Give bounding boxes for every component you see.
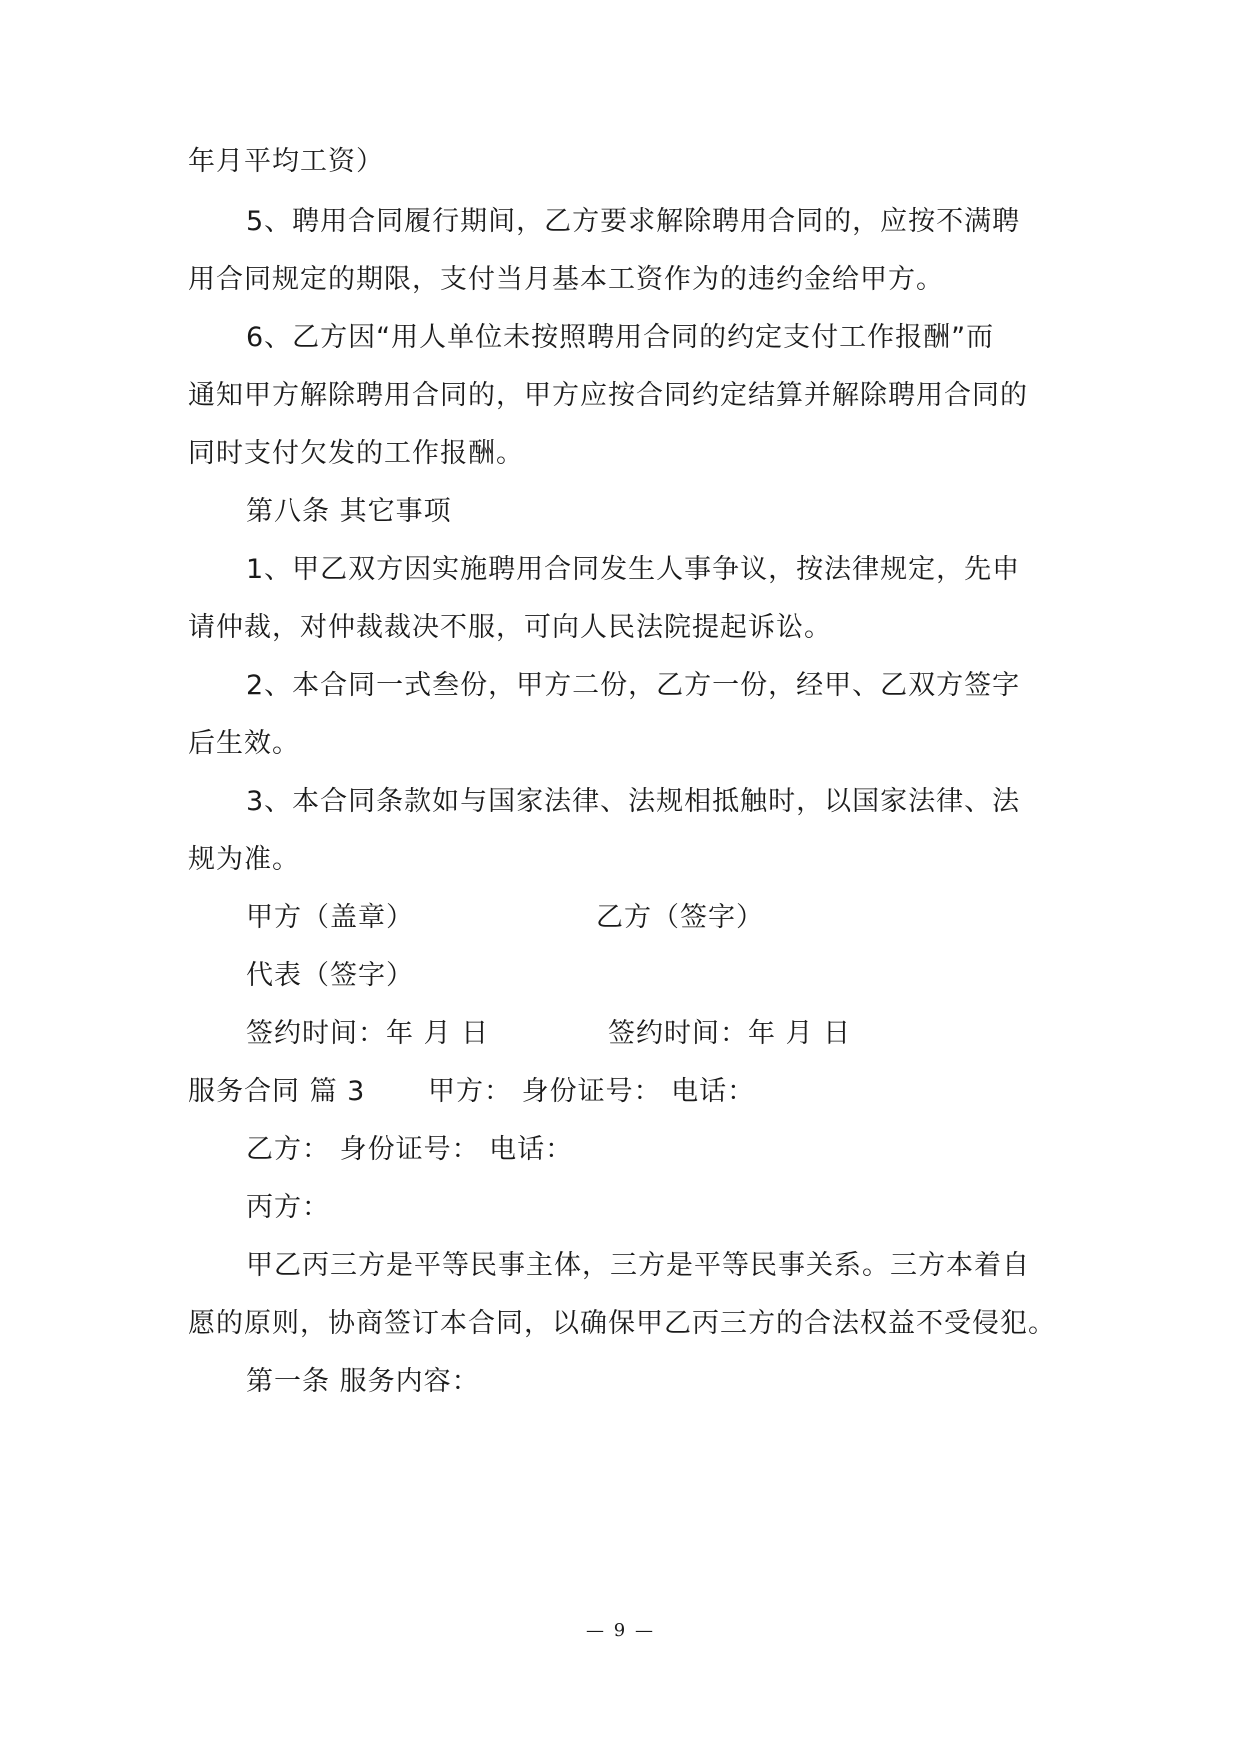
text-line: 愿的原则，协商签订本合同，以确保甲乙丙三方的合法权益不受侵犯。 <box>188 1308 1056 1339</box>
page-number: — 9 — <box>586 1620 655 1641</box>
sign-date-b: 签约时间：年 月 日 <box>608 1018 852 1049</box>
article-heading: 第一条 服务内容： <box>246 1366 480 1397</box>
text-line: 请仲裁，对仲裁裁决不服，可向人民法院提起诉讼。 <box>188 612 832 643</box>
text-line: 同时支付欠发的工作报酬。 <box>188 438 524 469</box>
text-line: 6、乙方因“用人单位未按照聘用合同的约定支付工作报酬”而 <box>246 322 995 353</box>
text-line: 3、本合同条款如与国家法律、法规相抵触时，以国家法律、法 <box>246 786 1021 817</box>
party-a-seal: 甲方（盖章） <box>246 902 414 933</box>
text-line: 甲乙丙三方是平等民事主体，三方是平等民事关系。三方本着自 <box>246 1250 1030 1281</box>
text-line: 2、本合同一式叁份，甲方二份，乙方一份，经甲、乙双方签字 <box>246 670 1021 701</box>
contract-title: 服务合同 篇 3 <box>188 1076 366 1107</box>
text-line: 规为准。 <box>188 844 300 875</box>
text-line: 通知甲方解除聘用合同的，甲方应按合同约定结算并解除聘用合同的 <box>188 380 1028 411</box>
party-c-info: 丙方： <box>246 1192 330 1223</box>
text-line: 用合同规定的期限，支付当月基本工资作为的违约金给甲方。 <box>188 264 944 295</box>
sign-date-a: 签约时间：年 月 日 <box>246 1018 490 1049</box>
party-b-sign: 乙方（签字） <box>596 902 764 933</box>
text-line: 后生效。 <box>188 728 300 759</box>
party-b-info: 乙方： 身份证号： 电话： <box>246 1134 574 1165</box>
text-line: 年月平均工资） <box>188 146 384 177</box>
text-line: 5、聘用合同履行期间，乙方要求解除聘用合同的，应按不满聘 <box>246 206 1021 237</box>
text-line: 1、甲乙双方因实施聘用合同发生人事争议，按法律规定，先申 <box>246 554 1021 585</box>
representative-sign: 代表（签字） <box>246 960 414 991</box>
party-a-info: 甲方： 身份证号： 电话： <box>428 1076 756 1107</box>
article-heading: 第八条 其它事项 <box>246 496 452 527</box>
